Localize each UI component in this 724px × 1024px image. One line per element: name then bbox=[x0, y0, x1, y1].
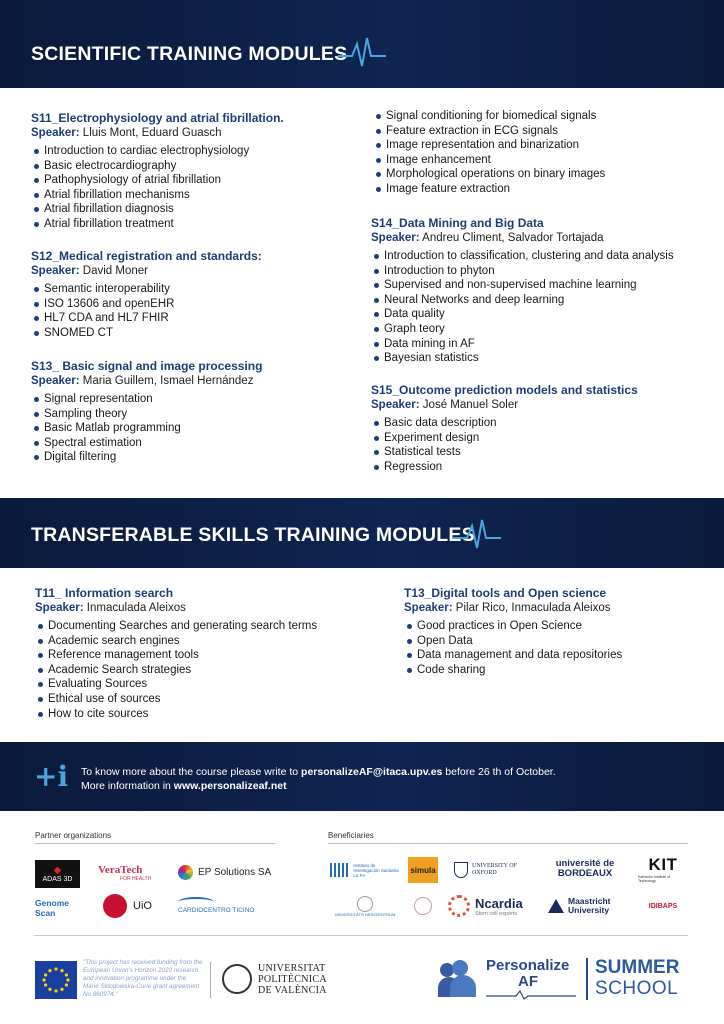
list-item: How to cite sources bbox=[35, 707, 365, 722]
ncardia-logo: Ncardia Stem cell experts bbox=[448, 893, 534, 919]
list-item: Evaluating Sources bbox=[35, 677, 365, 692]
maastricht-mark-icon bbox=[548, 899, 564, 913]
module-title: S14_Data Mining and Big Data bbox=[371, 216, 544, 230]
module-speaker: Speaker: Maria Guillem, Ismael Hernández bbox=[31, 375, 254, 387]
university-seal-logo bbox=[405, 893, 441, 919]
summer-school-title: SUMMER SCHOOL bbox=[595, 957, 680, 999]
footer-divider bbox=[34, 935, 688, 936]
module-title: S13_ Basic signal and image processing bbox=[31, 359, 263, 373]
adas3d-logo: ◆ ADAS 3D bbox=[35, 860, 80, 888]
transferable-section-title: TRANSFERABLE SKILLS TRAINING MODULES bbox=[31, 524, 475, 546]
list-item: Image enhancement bbox=[373, 153, 703, 168]
list-item: HL7 CDA and HL7 FHIR bbox=[31, 311, 351, 326]
info-text: To know more about the course please write to personalizeAF@itaca.upv.es before 26 th of October. More information in www.personalizeaf.net bbox=[81, 766, 556, 792]
list-item: Graph teory bbox=[371, 322, 706, 337]
module-title: T11_ Information search bbox=[35, 586, 174, 600]
module-s14 bbox=[371, 216, 706, 366]
uio-seal-icon bbox=[103, 894, 127, 918]
list-item: Basic Matlab programming bbox=[31, 421, 351, 436]
module-t13 bbox=[404, 586, 704, 677]
topic-list bbox=[404, 619, 704, 677]
info-band bbox=[0, 742, 724, 811]
list-item: Atrial fibrillation diagnosis bbox=[31, 202, 351, 217]
list-item: Bayesian statistics bbox=[371, 351, 706, 366]
ncardia-mark-icon bbox=[448, 895, 470, 917]
list-item: Image feature extraction bbox=[373, 182, 703, 197]
topic-list bbox=[31, 282, 351, 340]
heartbeat-icon bbox=[453, 518, 501, 552]
list-item: Signal representation bbox=[31, 392, 351, 407]
divider bbox=[210, 962, 211, 998]
lafe-mark-icon bbox=[330, 863, 350, 877]
list-item: ISO 13606 and openEHR bbox=[31, 297, 351, 312]
topic-list bbox=[35, 619, 365, 721]
list-item: Reference management tools bbox=[35, 648, 365, 663]
genomescan-logo: Genome Scan bbox=[35, 898, 70, 918]
module-speaker: Speaker: Pilar Rico, Inmaculada Aleixos bbox=[404, 602, 611, 614]
adas3d-mark-icon: ◆ bbox=[53, 865, 62, 876]
scientific-section-title: SCIENTIFIC TRAINING MODULES bbox=[31, 43, 348, 65]
module-s11 bbox=[31, 111, 351, 232]
list-item: Digital filtering bbox=[31, 450, 351, 465]
list-item: Basic electrocardiography bbox=[31, 159, 351, 174]
eu-stars-icon bbox=[39, 965, 73, 995]
list-item: Image representation and binarization bbox=[373, 138, 703, 153]
upv-logo: UNIVERSITAT POLITÈCNICA DE VALÈNCIA bbox=[222, 960, 332, 998]
module-s15 bbox=[371, 383, 706, 474]
veratech-logo: VeraTech FOR HEALTH bbox=[98, 864, 152, 882]
list-item: Data management and data repositories bbox=[404, 648, 704, 663]
kit-logo: KIT Karlsruhe Institute of Technology bbox=[638, 855, 678, 883]
transferable-header-band bbox=[0, 498, 724, 568]
topic-list bbox=[31, 392, 351, 465]
list-item: Atrial fibrillation mechanisms bbox=[31, 188, 351, 203]
module-title: T13_Digital tools and Open science bbox=[404, 586, 607, 600]
list-item: Supervised and non-supervised machine learning bbox=[371, 278, 706, 293]
people-icon bbox=[438, 959, 484, 999]
epsolutions-logo: EP Solutions SA bbox=[178, 862, 278, 882]
heartbeat-icon bbox=[338, 36, 386, 70]
topic-list bbox=[371, 249, 706, 366]
list-item: Statistical tests bbox=[371, 445, 706, 460]
partners-heading: Partner organizations bbox=[35, 831, 112, 840]
cardiocentro-logo: CARDIOCENTRO TICINO bbox=[178, 893, 260, 917]
herzzentrum-logo: UNIVERSITÄTS HERZZENTRUM bbox=[330, 893, 400, 919]
website-link[interactable]: www.personalizeaf.net bbox=[173, 780, 287, 792]
university-seal-icon bbox=[414, 897, 432, 915]
list-item: Introduction to phyton bbox=[371, 264, 706, 279]
list-item: Good practices in Open Science bbox=[404, 619, 704, 634]
lafe-logo: Instituto de Investigación Sanitaria La Fe bbox=[330, 858, 402, 882]
module-speaker: Speaker: Andreu Climent, Salvador Tortajada bbox=[371, 232, 604, 244]
list-item: Regression bbox=[371, 460, 706, 475]
list-item: Atrial fibrillation treatment bbox=[31, 217, 351, 232]
list-item: Introduction to classification, clustering and data analysis bbox=[371, 249, 706, 264]
list-item: Experiment design bbox=[371, 431, 706, 446]
divider bbox=[328, 843, 688, 844]
herzzentrum-seal-icon bbox=[357, 896, 373, 912]
epsolutions-mark-icon bbox=[178, 865, 193, 880]
list-item: Introduction to cardiac electrophysiology bbox=[31, 144, 351, 159]
list-item: Semantic interoperability bbox=[31, 282, 351, 297]
beneficiaries-heading: Beneficiaries bbox=[328, 831, 374, 840]
list-item: SNOMED CT bbox=[31, 326, 351, 341]
info-plus-icon: +i bbox=[34, 760, 69, 793]
simula-logo: simula bbox=[408, 857, 438, 883]
module-speaker: Speaker: David Moner bbox=[31, 265, 148, 277]
divider bbox=[586, 958, 588, 1000]
module-s12 bbox=[31, 249, 351, 340]
list-item: Morphological operations on binary images bbox=[373, 167, 703, 182]
list-item: Feature extraction in ECG signals bbox=[373, 124, 703, 139]
list-item: Ethical use of sources bbox=[35, 692, 365, 707]
cardiocentro-mark-icon bbox=[178, 897, 214, 907]
module-title: S15_Outcome prediction models and statistics bbox=[371, 383, 638, 397]
maastricht-logo: Maastricht University bbox=[548, 893, 626, 919]
idibaps-logo: IDIBAPS bbox=[648, 902, 678, 910]
list-item: Code sharing bbox=[404, 663, 704, 678]
list-item: Academic search engines bbox=[35, 634, 365, 649]
module-speaker: Speaker: Lluis Mont, Eduard Guasch bbox=[31, 127, 222, 139]
module-s13 bbox=[31, 359, 351, 465]
module-speaker: Speaker: José Manuel Soler bbox=[371, 399, 519, 411]
eu-funding-note: "This project has received funding from the European Union's Horizon 2020 research and innovation programme under the Marie Sklodowska-Curie grant agreement No 860974." bbox=[83, 959, 203, 998]
uio-logo: UiO bbox=[103, 893, 165, 919]
divider bbox=[35, 843, 275, 844]
upv-seal-icon bbox=[222, 964, 252, 994]
list-item: Data mining in AF bbox=[371, 337, 706, 352]
list-item: Open Data bbox=[404, 634, 704, 649]
oxford-crest-icon bbox=[454, 862, 468, 878]
list-item: Neural Networks and deep learning bbox=[371, 293, 706, 308]
list-item: Documenting Searches and generating search terms bbox=[35, 619, 365, 634]
list-item: Data quality bbox=[371, 307, 706, 322]
topic-list bbox=[31, 144, 351, 232]
eu-flag-logo bbox=[35, 961, 77, 999]
list-item: Pathophysiology of atrial fibrillation bbox=[31, 173, 351, 188]
list-item: Signal conditioning for biomedical signals bbox=[373, 109, 703, 124]
list-item: Basic data description bbox=[371, 416, 706, 431]
personalizeaf-logo: Personalize AF bbox=[438, 955, 578, 1003]
list-item: Academic Search strategies bbox=[35, 663, 365, 678]
module-title: S11_Electrophysiology and atrial fibrillation. bbox=[31, 111, 284, 125]
topic-list bbox=[371, 416, 706, 474]
list-item: Sampling theory bbox=[31, 407, 351, 422]
scientific-header-band bbox=[0, 0, 724, 88]
contact-email-link[interactable]: personalizeAF@itaca.upv.es bbox=[301, 766, 443, 778]
list-item: Spectral estimation bbox=[31, 436, 351, 451]
module-s13-continued bbox=[373, 106, 703, 197]
oxford-logo: UNIVERSITY OF OXFORD bbox=[454, 859, 530, 881]
module-t11 bbox=[35, 586, 365, 721]
bordeaux-logo: université de BORDEAUX bbox=[555, 858, 615, 879]
topic-list bbox=[373, 109, 703, 197]
module-title: S12_Medical registration and standards: bbox=[31, 249, 262, 263]
heartbeat-line-icon bbox=[486, 990, 576, 1000]
module-speaker: Speaker: Inmaculada Aleixos bbox=[35, 602, 186, 614]
